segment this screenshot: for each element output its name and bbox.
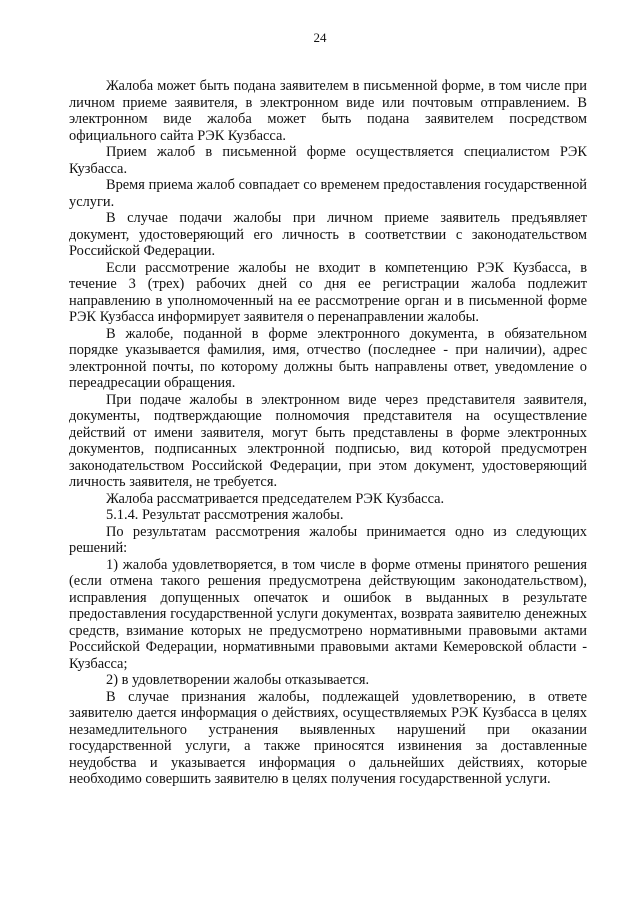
section-heading-5-1-4: 5.1.4. Результат рассмотрения жалобы. [106, 507, 344, 523]
paragraph-chairman-review: Жалоба рассматривается председателем РЭК Кузбасса. [106, 490, 445, 507]
paragraph-complaint-submission: Жалоба может быть подана заявителем в письменной форме, в том числе при личном приеме заявителя, в электронном виде или почтовым отправлением. В электронном виде жалоба может быть подана заявителем посредством официального сайта РЭК Кузбасса. [69, 78, 587, 144]
paragraph-decisions-intro: По результатам рассмотрения жалобы принимается одно из следующих решений: [69, 523, 587, 556]
document-body [69, 78, 587, 788]
paragraph-written-reception: Прием жалоб в письменной форме осуществляется специалистом РЭК Кузбасса. [69, 144, 587, 177]
paragraph-identity-document: В случае подачи жалобы при личном приеме заявитель предъявляет документ, удостоверяющий его личность в соответствии с законодательством Российской Федерации. [69, 210, 587, 259]
list-item-satisfied: 1) жалоба удовлетворяется, в том числе в форме отмены принятого решения (если отмена такого решения предусмотрена действующим законодательством), исправления допущенных опечаток и ошибок в выданных в результате предоставления государственной услуги документах, возврата заявителю денежных средств, взимание которых не предусмотрено нормативными правовыми актами Российской Федерации, нормативными правовыми актами Кемеровской области - Кузбасса; [69, 556, 587, 672]
page-number: 24 [313, 30, 327, 45]
paragraph-representative: При подаче жалобы в электронном виде через представителя заявителя, документы, подтверждающие полномочия представителя на осуществление действий от имени заявителя, могут быть представлены в форме электронных документов, подписанных электронной подписью, вид которой предусмотрен законодательством Российской Федерации, при этом документ, удостоверяющий личность заявителя, не требуется. [69, 391, 587, 490]
paragraph-satisfaction-response: В случае признания жалобы, подлежащей удовлетворению, в ответе заявителю дается информация о действиях, осуществляемых РЭК Кузбасса в целях незамедлительного устранения выявленных нарушений при оказании государственной услуги, а также приносятся извинения за доставленные неудобства и указывается информация о дальнейших действиях, которые необходимо совершить заявителю в целях получения государственной услуги. [69, 688, 587, 787]
paragraph-competence-redirect: Если рассмотрение жалобы не входит в компетенцию РЭК Кузбасса, в течение 3 (трех) рабочих дней со дня ее регистрации жалоба подлежит направлению в уполномоченный на ее рассмотрение орган и в письменной форме РЭК Кузбасса информирует заявителя о перенаправлении жалобы. [69, 259, 587, 325]
paragraph-electronic-requirements: В жалобе, поданной в форме электронного документа, в обязательном порядке указывается фамилия, имя, отчество (последнее - при наличии), адрес электронной почты, по которому должны быть направлены ответ, уведомление о переадресации обращения. [69, 325, 587, 391]
paragraph-reception-time: Время приема жалоб совпадает со временем предоставления государственной услуги. [69, 177, 587, 210]
list-item-refused: 2) в удовлетворении жалобы отказывается. [106, 672, 370, 688]
